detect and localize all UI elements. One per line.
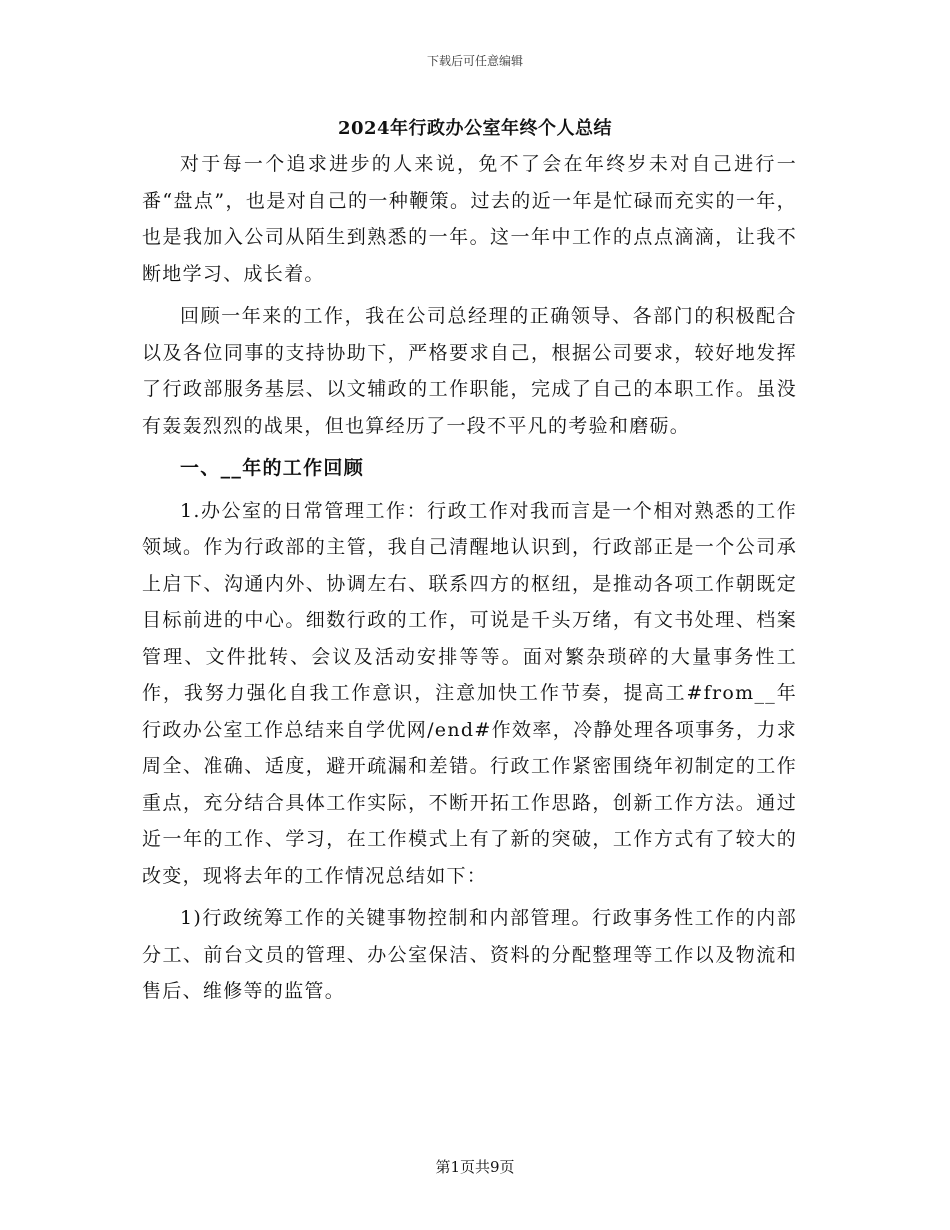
document-title: 2024年行政办公室年终个人总结	[337, 118, 613, 139]
page-number-footer: 第1页共9页	[435, 1158, 515, 1176]
coordination-paragraph: 1)行政统筹工作的关键事物控制和内部管理。行政事务性工作的内部分工、前台文员的管理、办公室保洁、资料的分配整理等工作以及物流和售后、维修等的监管。	[142, 907, 797, 1002]
office-management-paragraph: 1.办公室的日常管理工作：行政工作对我而言是一个相对熟悉的工作领域。作为行政部的主管，我自己清醒地认识到，行政部正是一个公司承上启下、沟通内外、协调左右、联系四方的枢纽，是推动各项工作朝既定目标前进的中心。细数行政的工作，可说是千头万绪，有文书处理、档案管理、文件批转、会议及活动安排等等。面对繁杂琐碎的大量事务性工作，我努力强化自我工作意识，注意加快工作节奏，提高工#from__年行政办公室工作总结来自学优网/end#作效率，冷静处理各项事务，力求周全、准确、适度，避开疏漏和差错。行政工作紧密围绕年初制定的工作重点，充分结合具体工作实际，不断开拓工作思路，创新工作方法。通过近一年的工作、学习，在工作模式上有了新的突破，工作方式有了较大的改变，现将去年的工作情况总结如下：	[142, 499, 797, 887]
intro-paragraph: 对于每一个追求进步的人来说，免不了会在年终岁未对自己进行一番“盘点”，也是对自己的一种鞭策。过去的近一年是忙碌而充实的一年，也是我加入公司从陌生到熟悉的一年。这一年中工作的点点滴滴，让我不断地学习、成长着。	[142, 153, 797, 285]
document-body	[142, 146, 797, 1016]
review-paragraph: 回顾一年来的工作，我在公司总经理的正确领导、各部门的积极配合以及各位同事的支持协助下，严格要求自己，根据公司要求，较好地发挥了行政部服务基层、以文辅政的工作职能，完成了自己的本职工作。虽没有轰轰烈烈的战果，但也算经历了一段不平凡的考验和磨砺。	[142, 305, 797, 437]
section-heading: 一、__年的工作回顾	[180, 457, 365, 479]
page-header-note: 下载后可任意编辑	[426, 54, 523, 68]
